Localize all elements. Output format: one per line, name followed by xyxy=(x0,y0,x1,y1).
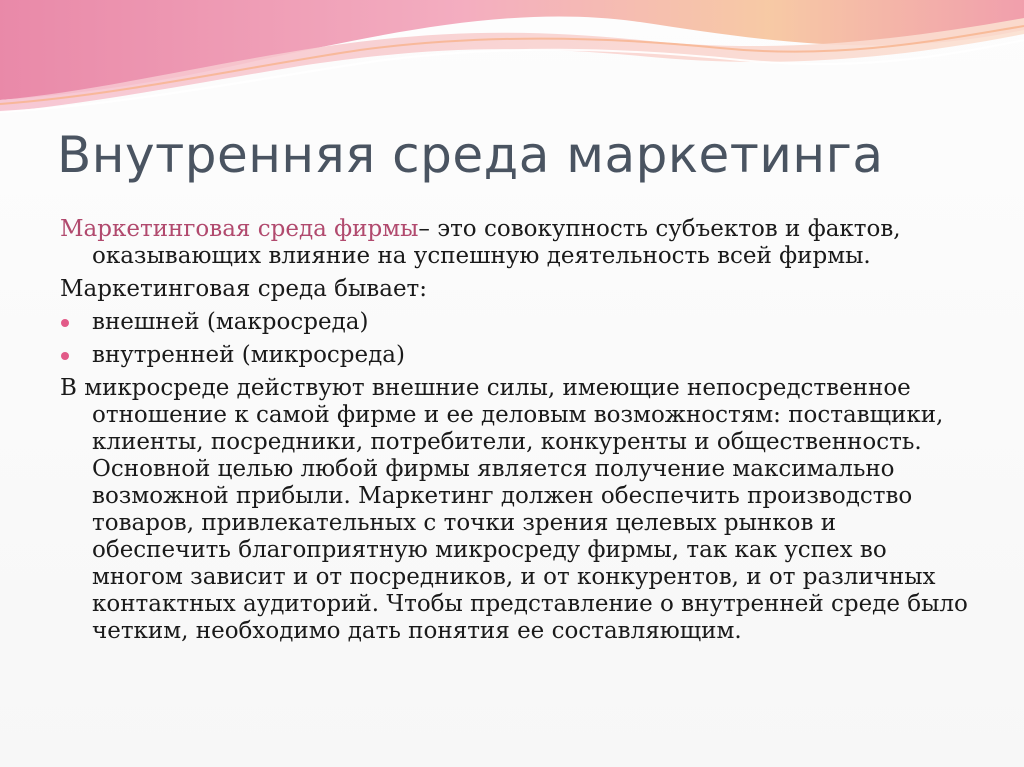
bullet-dot-icon xyxy=(61,352,69,360)
bullet-item-internal xyxy=(60,342,980,369)
definition-text: – это совокупность субъектов и фактов, оказывающих влияние на успешную деятельность всей фирмы. xyxy=(92,216,901,269)
slide-title: Внутренняя среда маркетинга xyxy=(57,126,884,184)
bullet-dot-icon xyxy=(61,319,69,327)
definition-paragraph xyxy=(60,216,980,270)
intro-text: Маркетинговая среда бывает: xyxy=(60,276,428,302)
definition-term: Маркетинговая среда фирмы xyxy=(60,216,419,242)
decorative-wave-banner xyxy=(0,0,1024,120)
microenvironment-paragraph: В микросреде действуют внешние силы, имеющие непосредственное отношение к самой фирме и ее деловым возможностям: поставщики, клиенты, посредники, потребители, конкуренты и общественность. Основной целью любой фирмы является получение максимально возможной прибыли. Маркетинг должен обеспечить производство товаров, привлекательных с точки зрения целевых рынков и обеспечить благоприятную микросреду фирмы, так как успех во многом зависит и от посредников, и от конкурентов, и от различных контактных аудиторий. Чтобы представление о внутренней среде было четким, необходимо дать понятия ее составляющим. xyxy=(60,375,968,644)
slide-body xyxy=(60,216,980,651)
bullet-label: внешней (макросреда) xyxy=(92,309,369,335)
bullet-item-external xyxy=(60,309,980,336)
bullet-label: внутренней (микросреда) xyxy=(92,342,405,368)
